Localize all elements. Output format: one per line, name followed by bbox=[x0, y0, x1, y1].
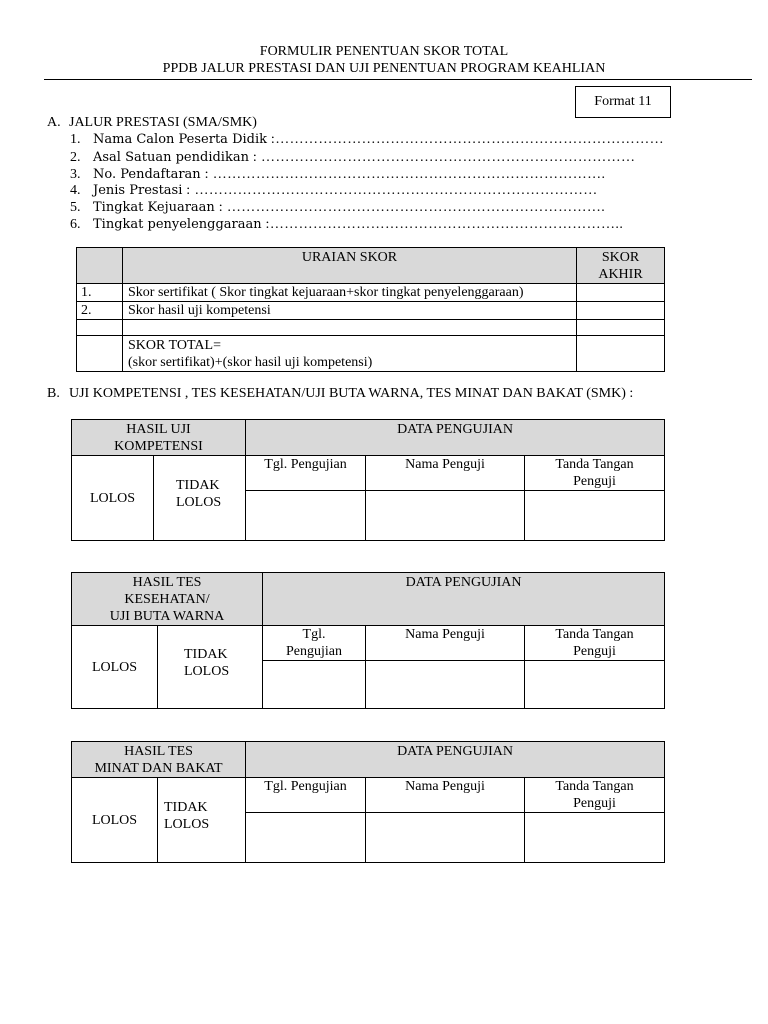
ttd-line: Tanda Tangan bbox=[555, 457, 634, 472]
field-label: Asal Satuan pendidikan bbox=[93, 150, 249, 165]
section-a-title: JALUR PRESTASI (SMA/SMK) bbox=[69, 115, 257, 130]
table-row-empty bbox=[77, 320, 665, 336]
table-row bbox=[77, 302, 665, 320]
field-number: 3. bbox=[70, 167, 81, 182]
row-uraian: Skor sertifikat ( Skor tingkat kejuaraan+skor tingkat penyelenggaraan) bbox=[123, 284, 577, 302]
hasil-line: KOMPETENSI bbox=[114, 439, 203, 454]
ttd-line: Penguji bbox=[573, 796, 616, 811]
lolos-label: LOLOS bbox=[184, 664, 230, 679]
ttd-line: Penguji bbox=[573, 474, 616, 489]
tgl-line: Tgl. Pengujian bbox=[264, 457, 347, 472]
tgl-pengujian-cell[interactable] bbox=[246, 813, 366, 863]
total-row bbox=[77, 336, 665, 372]
field-number: 6. bbox=[70, 217, 81, 232]
row-uraian: Skor hasil uji kompetensi bbox=[123, 302, 577, 320]
format-label: Format 11 bbox=[575, 86, 671, 118]
field-dots: :……………………………………………………………….. bbox=[261, 217, 624, 232]
tgl-line: Pengujian bbox=[286, 644, 343, 659]
tanda-tangan-header bbox=[525, 626, 665, 661]
score-header-no bbox=[77, 248, 123, 284]
score-header-uraian: URAIAN SKOR bbox=[123, 248, 577, 284]
section-b-letter: B. bbox=[47, 386, 60, 401]
tanda-tangan-header bbox=[525, 778, 665, 813]
nama-penguji-header: Nama Penguji bbox=[366, 456, 525, 491]
ttd-line: Tanda Tangan bbox=[555, 627, 634, 642]
kesehatan-table bbox=[71, 572, 665, 709]
hasil-line: UJI BUTA WARNA bbox=[109, 609, 225, 624]
field-label: Jenis Prestasi bbox=[93, 183, 183, 198]
field-label: Nama Calon Peserta Didik bbox=[93, 132, 268, 147]
tgl-pengujian-cell[interactable] bbox=[246, 491, 366, 541]
field-dots: : ……………………………………………………………………. bbox=[214, 200, 606, 215]
ttd-line: Penguji bbox=[573, 644, 616, 659]
nama-penguji-cell[interactable] bbox=[366, 661, 525, 709]
table-row bbox=[77, 284, 665, 302]
lolos-label: LOLOS bbox=[176, 495, 222, 510]
total-label bbox=[123, 336, 577, 372]
row-number: 1. bbox=[77, 284, 123, 302]
field-label: Tingkat penyelenggaraan bbox=[93, 217, 262, 232]
total-title: SKOR TOTAL= bbox=[128, 338, 221, 353]
lolos-cell[interactable] bbox=[72, 778, 158, 863]
score-table-header bbox=[77, 248, 665, 284]
empty-cell bbox=[77, 320, 123, 336]
section-b-title: UJI KOMPETENSI , TES KESEHATAN/UJI BUTA WARNA, TES MINAT DAN BAKAT (SMK) : bbox=[69, 386, 634, 401]
minat-bakat-table bbox=[71, 741, 665, 863]
tgl-line: Tgl. bbox=[302, 627, 326, 642]
field-nama-calon[interactable] bbox=[70, 132, 664, 148]
section-b-heading bbox=[47, 386, 633, 402]
header-divider bbox=[44, 79, 752, 80]
total-skor-cell[interactable] bbox=[577, 336, 665, 372]
tgl-pengujian-header bbox=[246, 778, 366, 813]
row-number: 2. bbox=[77, 302, 123, 320]
section-a-heading bbox=[47, 115, 257, 131]
hasil-header bbox=[72, 573, 263, 626]
data-pengujian-header: DATA PENGUJIAN bbox=[246, 742, 665, 778]
ttd-line: Tanda Tangan bbox=[555, 779, 634, 794]
hasil-header bbox=[72, 420, 246, 456]
tidak-lolos-cell[interactable] bbox=[158, 626, 263, 709]
empty-cell bbox=[77, 336, 123, 372]
nama-penguji-header: Nama Penguji bbox=[366, 778, 525, 813]
nama-penguji-header: Nama Penguji bbox=[366, 626, 525, 661]
lolos-label: LOLOS bbox=[91, 812, 138, 828]
field-dots: : ………………………………………………………………………… bbox=[182, 183, 598, 198]
tanda-tangan-cell[interactable] bbox=[525, 813, 665, 863]
row-skor-cell[interactable] bbox=[577, 284, 665, 302]
hasil-line: HASIL UJI bbox=[126, 422, 191, 437]
data-pengujian-header: DATA PENGUJIAN bbox=[263, 573, 665, 626]
lolos-label: LOLOS bbox=[91, 659, 138, 675]
tidak-lolos-cell[interactable] bbox=[158, 778, 246, 863]
section-a-letter: A. bbox=[47, 115, 61, 130]
nama-penguji-cell[interactable] bbox=[366, 813, 525, 863]
field-tingkat-penyelenggaraan[interactable] bbox=[70, 217, 623, 233]
field-asal-satuan[interactable] bbox=[70, 150, 635, 166]
tgl-pengujian-cell[interactable] bbox=[263, 661, 366, 709]
field-number: 2. bbox=[70, 150, 81, 165]
row-skor-cell[interactable] bbox=[577, 302, 665, 320]
hasil-line: MINAT DAN BAKAT bbox=[94, 761, 223, 776]
field-jenis-prestasi[interactable] bbox=[70, 183, 598, 199]
lolos-label: LOLOS bbox=[89, 490, 136, 506]
nama-penguji-cell[interactable] bbox=[366, 491, 525, 541]
tidak-label: TIDAK bbox=[176, 478, 220, 493]
empty-cell[interactable] bbox=[577, 320, 665, 336]
field-tingkat-kejuaraan[interactable] bbox=[70, 200, 605, 216]
hasil-line: KESEHATAN/ bbox=[124, 592, 210, 607]
score-header-skor bbox=[577, 248, 665, 284]
field-label: Tingkat Kejuaraan bbox=[93, 200, 215, 215]
field-dots: :……………………………………………………………………… bbox=[267, 132, 665, 147]
form-subtitle: PPDB JALUR PRESTASI DAN UJI PENENTUAN PROGRAM KEAHLIAN bbox=[162, 61, 606, 76]
tanda-tangan-cell[interactable] bbox=[525, 491, 665, 541]
form-title: FORMULIR PENENTUAN SKOR TOTAL bbox=[259, 44, 509, 59]
field-label: No. Pendaftaran bbox=[93, 167, 201, 182]
hasil-line: HASIL TES bbox=[124, 744, 193, 759]
tidak-lolos-cell[interactable] bbox=[154, 456, 246, 541]
tgl-line: Tgl. Pengujian bbox=[264, 779, 347, 794]
tgl-pengujian-header bbox=[246, 456, 366, 491]
tidak-label: TIDAK bbox=[184, 647, 228, 662]
score-table bbox=[76, 247, 665, 372]
tanda-tangan-header bbox=[525, 456, 665, 491]
lolos-label: LOLOS bbox=[164, 817, 210, 832]
akhir-label: AKHIR bbox=[598, 267, 643, 282]
lolos-cell[interactable] bbox=[72, 626, 158, 709]
field-dots: : …………………………………………………………………… bbox=[248, 150, 636, 165]
field-number: 4. bbox=[70, 183, 81, 198]
data-pengujian-header: DATA PENGUJIAN bbox=[246, 420, 665, 456]
field-dots: : ………………………………………………………………………. bbox=[200, 167, 606, 182]
empty-cell bbox=[123, 320, 577, 336]
field-number: 5. bbox=[70, 200, 81, 215]
total-formula: (skor sertifikat)+(skor hasil uji kompetensi) bbox=[128, 355, 373, 370]
field-number: 1. bbox=[70, 132, 81, 147]
tgl-pengujian-header bbox=[263, 626, 366, 661]
lolos-cell[interactable] bbox=[72, 456, 154, 541]
tidak-label: TIDAK bbox=[164, 800, 208, 815]
tanda-tangan-cell[interactable] bbox=[525, 661, 665, 709]
uji-kompetensi-table bbox=[71, 419, 665, 541]
skor-label: SKOR bbox=[601, 250, 640, 265]
field-no-pendaftaran[interactable] bbox=[70, 167, 605, 183]
hasil-line: HASIL TES bbox=[132, 575, 202, 590]
hasil-header bbox=[72, 742, 246, 778]
